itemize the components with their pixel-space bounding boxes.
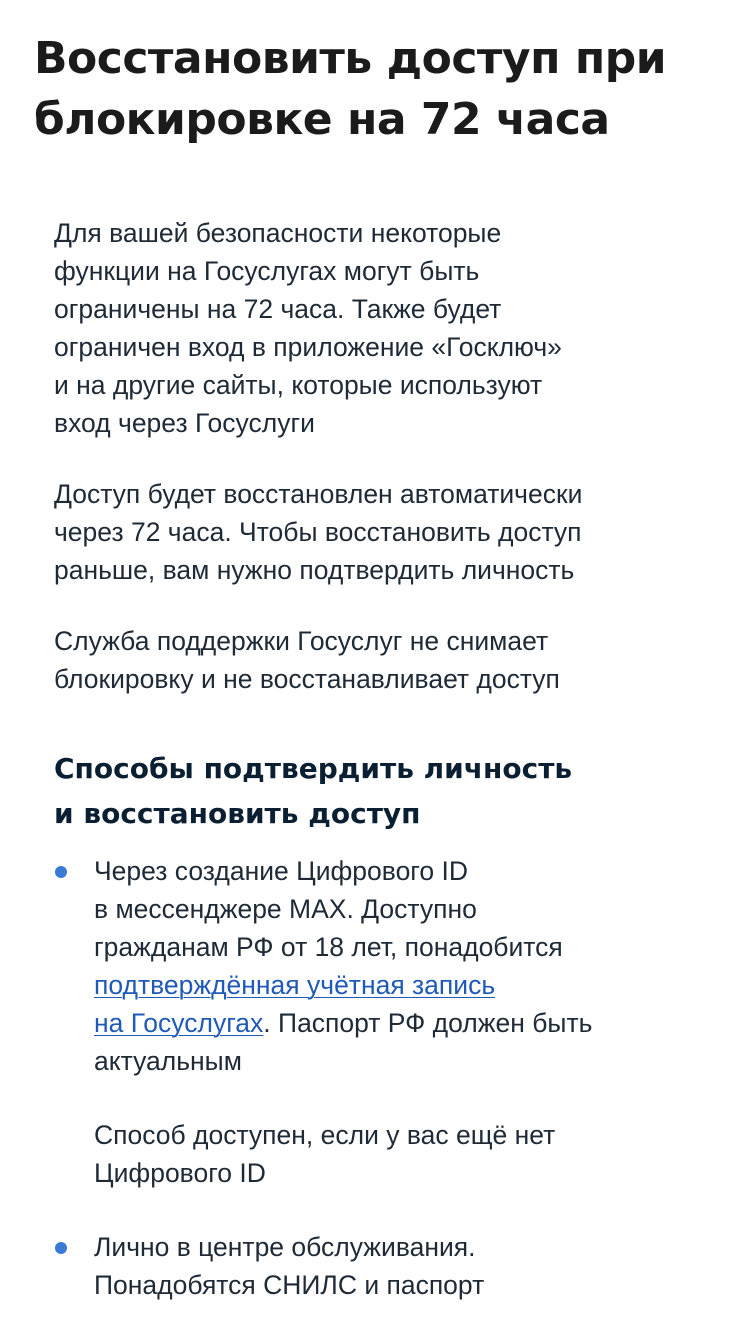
- text-line: Способ доступен, если у вас ещё нет: [94, 1120, 556, 1150]
- link-line[interactable]: подтверждённая учётная запись: [94, 970, 496, 1000]
- method-description: [94, 852, 714, 1080]
- page-title-line: блокировке на 72 часа: [34, 94, 610, 145]
- heading-line: Способы подтвердить личность: [54, 752, 573, 785]
- text-fragment: . Паспорт РФ должен быть: [263, 1008, 593, 1038]
- text-line: ограничен вход в приложение «Госключ»: [54, 332, 562, 362]
- security-notice-paragraph: [54, 214, 714, 442]
- text-line: ограничены на 72 часа. Также будет: [54, 294, 502, 324]
- text-line: и на другие сайты, которые используют: [54, 370, 543, 400]
- text-line: функции на Госуслугах могут быть: [54, 256, 480, 286]
- text-line: Служба поддержки Госуслуг не снимает: [54, 626, 549, 656]
- text-line: Для вашей безопасности некоторые: [54, 218, 502, 248]
- text-line: в мессенджере MAX. Доступно: [94, 894, 477, 924]
- list-item-digital-id: [54, 852, 714, 1192]
- text-line: Через создание Цифрового ID: [94, 856, 468, 886]
- method-description: [94, 1228, 714, 1304]
- text-line: раньше, вам нужно подтвердить личность: [54, 555, 575, 585]
- bullet-icon: [55, 1242, 67, 1254]
- page-title-line: Восстановить доступ при: [34, 33, 667, 84]
- list-item-service-center: [54, 1228, 714, 1304]
- text-line: вход через Госуслуги: [54, 408, 315, 438]
- text-line: Понадобятся СНИЛС и паспорт: [94, 1270, 485, 1300]
- text-line: актуальным: [94, 1046, 242, 1076]
- methods-list: [54, 852, 714, 1304]
- text-line: через 72 часа. Чтобы восстановить доступ: [54, 517, 582, 547]
- text-line: Лично в центре обслуживания.: [94, 1232, 476, 1262]
- methods-heading: [54, 746, 694, 836]
- link-line[interactable]: на Госуслугах: [94, 1008, 264, 1038]
- page-title: [34, 28, 724, 150]
- text-line: гражданам РФ от 18 лет, понадобится: [94, 932, 563, 962]
- text-line: блокировку и не восстанавливает доступ: [54, 664, 560, 694]
- bullet-icon: [55, 866, 67, 878]
- support-notice-paragraph: [54, 622, 714, 698]
- text-line: Цифрового ID: [94, 1158, 266, 1188]
- method-availability-note: [94, 1116, 714, 1192]
- heading-line: и восстановить доступ: [54, 797, 421, 830]
- auto-restore-paragraph: [54, 475, 714, 589]
- text-line: Доступ будет восстановлен автоматически: [54, 479, 583, 509]
